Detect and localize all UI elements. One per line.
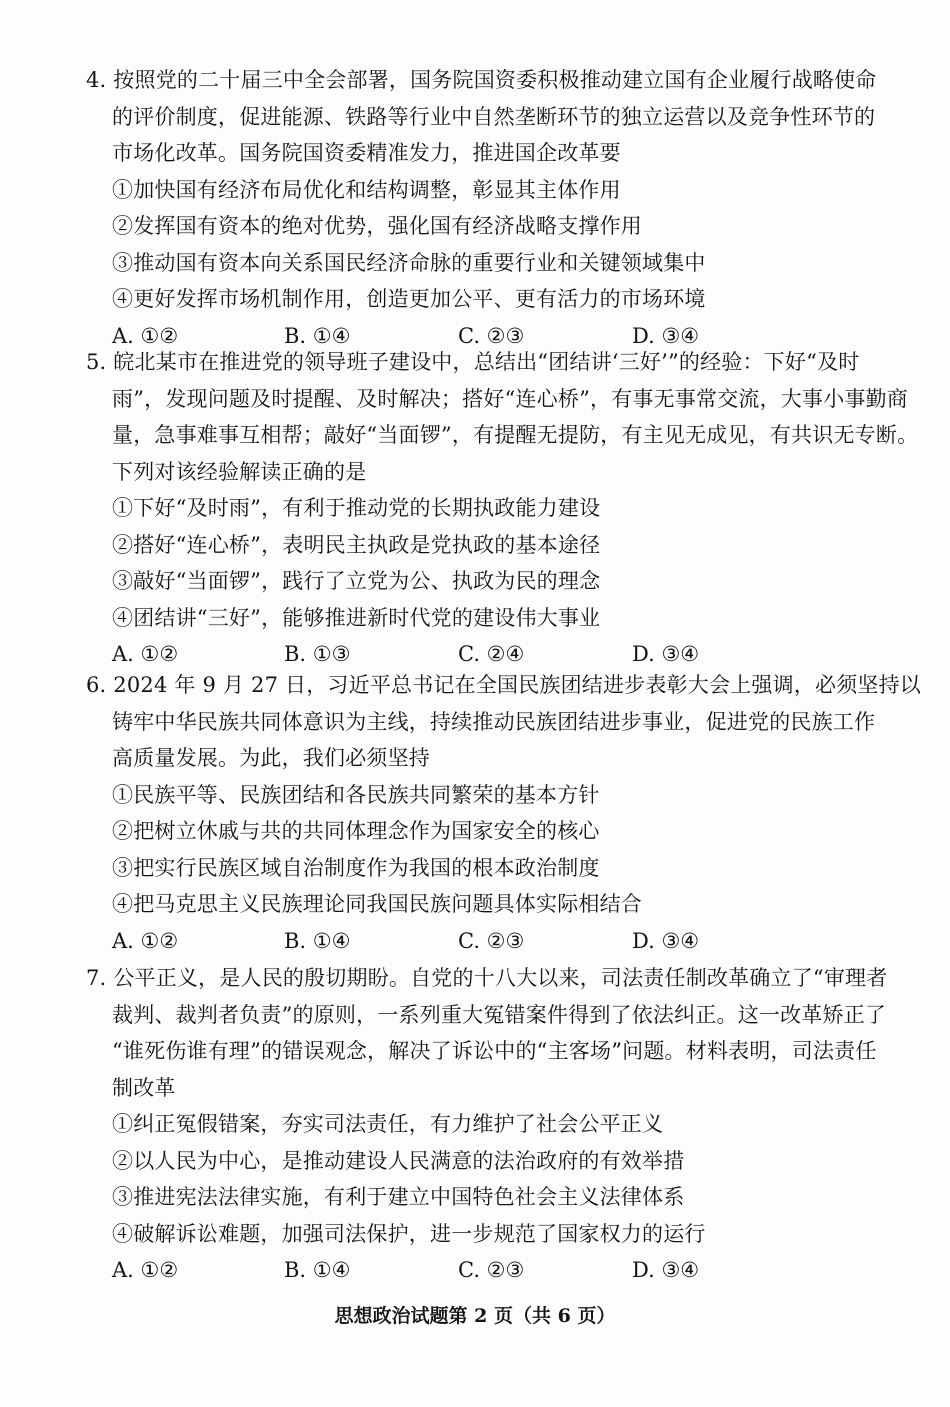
question-stem-line: 制改革 (112, 1075, 176, 1100)
option-a: A. ①② (112, 323, 179, 348)
statement-2: ②发挥国有资本的绝对优势，强化国有经济战略支撑作用 (112, 214, 642, 238)
statement-2: ②以人民为中心，是推动建设人民满意的法治政府的有效举措 (112, 1148, 685, 1173)
question-stem-line: 5. 皖北某市在推进党的领导班子建设中，总结出“团结讲‘三好’”的经验：下好“及时 (86, 350, 860, 374)
statement-3: ③推进宪法法律实施，有利于建立中国特色社会主义法律体系 (112, 1185, 685, 1209)
answer-options (86, 923, 876, 960)
option-d: D. ③④ (632, 642, 700, 666)
question-stem-line: 雨”，发现问题及时提醒、及时解决；搭好“连心桥”，有事无事常交流，大事小事勤商 (112, 386, 909, 411)
option-c: C. ②③ (458, 1258, 525, 1282)
statement-4: ④把马克思主义民族理论同我国民族问题具体实际相结合 (112, 892, 642, 916)
option-c: C. ②③ (458, 323, 525, 348)
question-stem-line: 裁判、裁判者负责”的原则，一系列重大冤错案件得到了依法纠正。这一改革矫正了 (112, 1002, 887, 1027)
option-a: A. ①② (112, 642, 179, 666)
statement-3: ③敲好“当面锣”，践行了立党为公、执政为民的理念 (112, 569, 601, 593)
question-stem-line: “谁死伤谁有理”的错误观念，解决了诉讼中的“主客场”问题。材料表明，司法责任 (112, 1039, 877, 1063)
option-b: B. ①④ (284, 928, 351, 953)
question-stem-line: 7. 公平正义，是人民的殷切期盼。自党的十八大以来，司法责任制改革确立了“审理者 (86, 966, 888, 990)
statement-4: ④更好发挥市场机制作用，创造更加公平、更有活力的市场环境 (112, 287, 706, 311)
option-a: A. ①② (112, 928, 179, 953)
question-stem-line: 的评价制度，促进能源、铁路等行业中自然垄断环节的独立运营以及竞争性环节的 (112, 104, 876, 129)
question-stem-line: 4. 按照党的二十届三中全会部署，国务院国资委积极推动建立国有企业履行战略使命 (86, 68, 877, 92)
question-6 (86, 667, 922, 959)
statement-1: ①纠正冤假错案，夯实司法责任，有力维护了社会公平正义 (112, 1112, 664, 1136)
question-stem-line: 市场化改革。国务院国资委精准发力，推进国企改革要 (112, 141, 621, 165)
statement-1: ①加快国有经济布局优化和结构调整，彰显其主体作用 (112, 177, 621, 202)
statement-4: ④破解诉讼难题，加强司法保护，进一步规范了国家权力的运行 (112, 1221, 706, 1246)
statement-3: ③把实行民族区域自治制度作为我国的根本政治制度 (112, 855, 600, 880)
question-stem-line: 6. 2024 年 9 月 27 日，习近平总书记在全国民族团结进步表彰大会上强调，必须坚持以 (86, 673, 922, 697)
question-7 (86, 960, 888, 1289)
question-stem-line: 铸牢中华民族共同体意识为主线，持续推动民族团结进步事业，促进党的民族工作 (112, 709, 876, 734)
answer-options (86, 1252, 876, 1289)
question-stem-line: 下列对该经验解读正确的是 (112, 459, 367, 484)
option-a: A. ①② (112, 1258, 179, 1282)
statement-3: ③推动国有资本向关系国民经济命脉的重要行业和关键领域集中 (112, 250, 706, 275)
page-footer: 思想政治试题第 2 页（共 6 页） (334, 1305, 616, 1327)
option-d: D. ③④ (632, 928, 700, 953)
option-b: B. ①③ (284, 642, 351, 666)
option-c: C. ②③ (458, 928, 525, 953)
question-stem-line: 高质量发展。为此，我们必须坚持 (112, 746, 430, 770)
statement-1: ①下好“及时雨”，有利于推动党的长期执政能力建设 (112, 496, 601, 520)
question-5 (86, 344, 919, 673)
option-d: D. ③④ (632, 323, 700, 348)
option-b: B. ①④ (284, 1258, 351, 1282)
option-d: D. ③④ (632, 1258, 700, 1282)
statement-1: ①民族平等、民族团结和各民族共同繁荣的基本方针 (112, 782, 600, 807)
question-stem-line: 量，急事难事互相帮；敲好“当面锣”，有提醒无提防，有主见无成见，有共识无专断。 (112, 423, 919, 447)
statement-2: ②搭好“连心桥”，表明民主执政是党执政的基本途径 (112, 532, 601, 557)
option-b: B. ①④ (284, 323, 351, 348)
question-4 (86, 62, 876, 354)
option-c: C. ②④ (458, 642, 525, 666)
statement-4: ④团结讲“三好”，能够推进新时代党的建设伟大事业 (112, 605, 601, 630)
statement-2: ②把树立休戚与共的共同体理念作为国家安全的核心 (112, 819, 600, 843)
